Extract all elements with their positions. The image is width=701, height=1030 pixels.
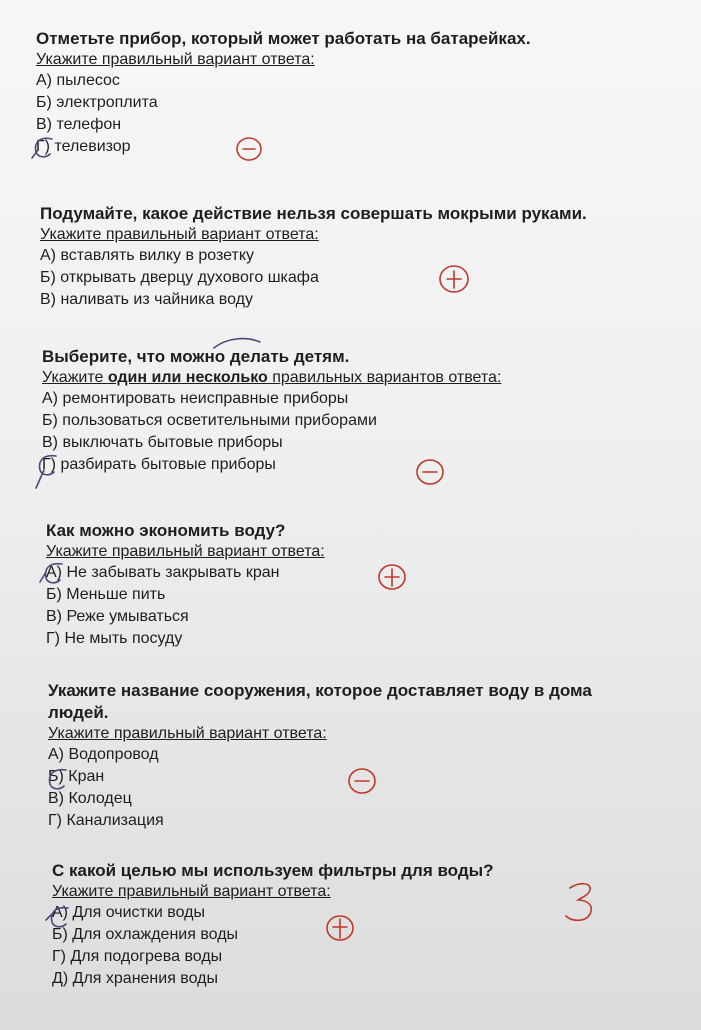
answer-option: Б) открывать дверцу духового шкафа <box>40 269 319 286</box>
instruction-part: Укажите <box>42 369 108 386</box>
grade-minus-mark <box>234 134 264 164</box>
question-title: С какой целью мы используем фильтры для воды? <box>52 861 494 880</box>
grade-minus-mark <box>346 765 378 797</box>
answer-option: Д) Для хранения воды <box>52 970 219 987</box>
grade-minus-mark <box>414 456 446 488</box>
answer-option: В) телефон <box>36 116 122 133</box>
answer-list <box>48 744 592 832</box>
answer-option: А) Водопровод <box>48 746 159 763</box>
answer-option: В) наливать из чайника воду <box>40 291 253 308</box>
answer-option: А) Не забывать закрывать кран <box>46 564 280 581</box>
question-instruction: Укажите правильный вариант ответа: <box>48 725 327 742</box>
selection-circle-mark <box>44 904 80 932</box>
instruction-part: правильных вариантов ответа: <box>267 369 502 386</box>
answer-option: А) вставлять вилку в розетку <box>40 247 255 264</box>
question-title: Выберите, что можно делать детям. <box>42 347 350 366</box>
grade-plus-mark <box>376 561 408 593</box>
answer-option: А) Для очистки воды <box>52 904 205 921</box>
answer-option: В) Реже умываться <box>46 608 189 625</box>
answer-option: Г) телевизор <box>36 138 131 155</box>
answer-option: Б) Меньше пить <box>46 586 166 603</box>
answer-list <box>52 902 494 990</box>
selection-circle-mark <box>42 766 78 794</box>
answer-option: А) пылесос <box>36 72 120 89</box>
question-instruction: Укажите правильный вариант ответа: <box>40 226 319 243</box>
selection-circle-mark <box>38 560 74 588</box>
question-title: Как можно экономить воду? <box>46 521 286 540</box>
question-2 <box>40 203 587 311</box>
answer-option: Б) Для охлаждения воды <box>52 926 239 943</box>
grade-plus-mark <box>437 262 471 296</box>
question-6 <box>52 860 494 990</box>
instruction-emphasis: один или несколько <box>107 369 268 386</box>
answer-option: В) выключать бытовые приборы <box>42 434 283 451</box>
question-title: Подумайте, какое действие нельзя совершать мокрыми руками. <box>40 204 587 223</box>
question-title-continued: людей. <box>48 703 109 722</box>
question-title: Отметьте прибор, который может работать на батарейках. <box>36 29 531 48</box>
selection-circle-mark <box>34 452 70 492</box>
question-4 <box>46 520 325 650</box>
answer-list <box>36 70 531 158</box>
question-instruction <box>42 368 501 388</box>
question-1 <box>36 28 531 158</box>
underline-stroke-mark <box>212 336 262 350</box>
answer-option: Г) Канализация <box>48 812 164 829</box>
answer-option: Б) электроплита <box>36 94 158 111</box>
answer-option: Г) Для подогрева воды <box>52 948 223 965</box>
final-score-mark <box>562 880 602 928</box>
answer-option: Г) разбирать бытовые приборы <box>42 456 276 473</box>
answer-option: Б) пользоваться осветительными приборами <box>42 412 377 429</box>
answer-list <box>46 562 325 650</box>
answer-list <box>40 245 587 311</box>
question-title: Укажите название сооружения, которое доставляет воду в дома <box>48 681 592 700</box>
grade-plus-mark <box>324 912 356 944</box>
question-instruction: Укажите правильный вариант ответа: <box>52 883 331 900</box>
answer-option: Б) Кран <box>48 768 105 785</box>
question-instruction: Укажите правильный вариант ответа: <box>46 543 325 560</box>
answer-option: Г) Не мыть посуду <box>46 630 183 647</box>
selection-circle-mark <box>30 134 66 160</box>
answer-option: А) ремонтировать неисправные приборы <box>42 390 349 407</box>
question-5 <box>48 680 592 832</box>
question-instruction: Укажите правильный вариант ответа: <box>36 51 315 68</box>
answer-option: В) Колодец <box>48 790 132 807</box>
